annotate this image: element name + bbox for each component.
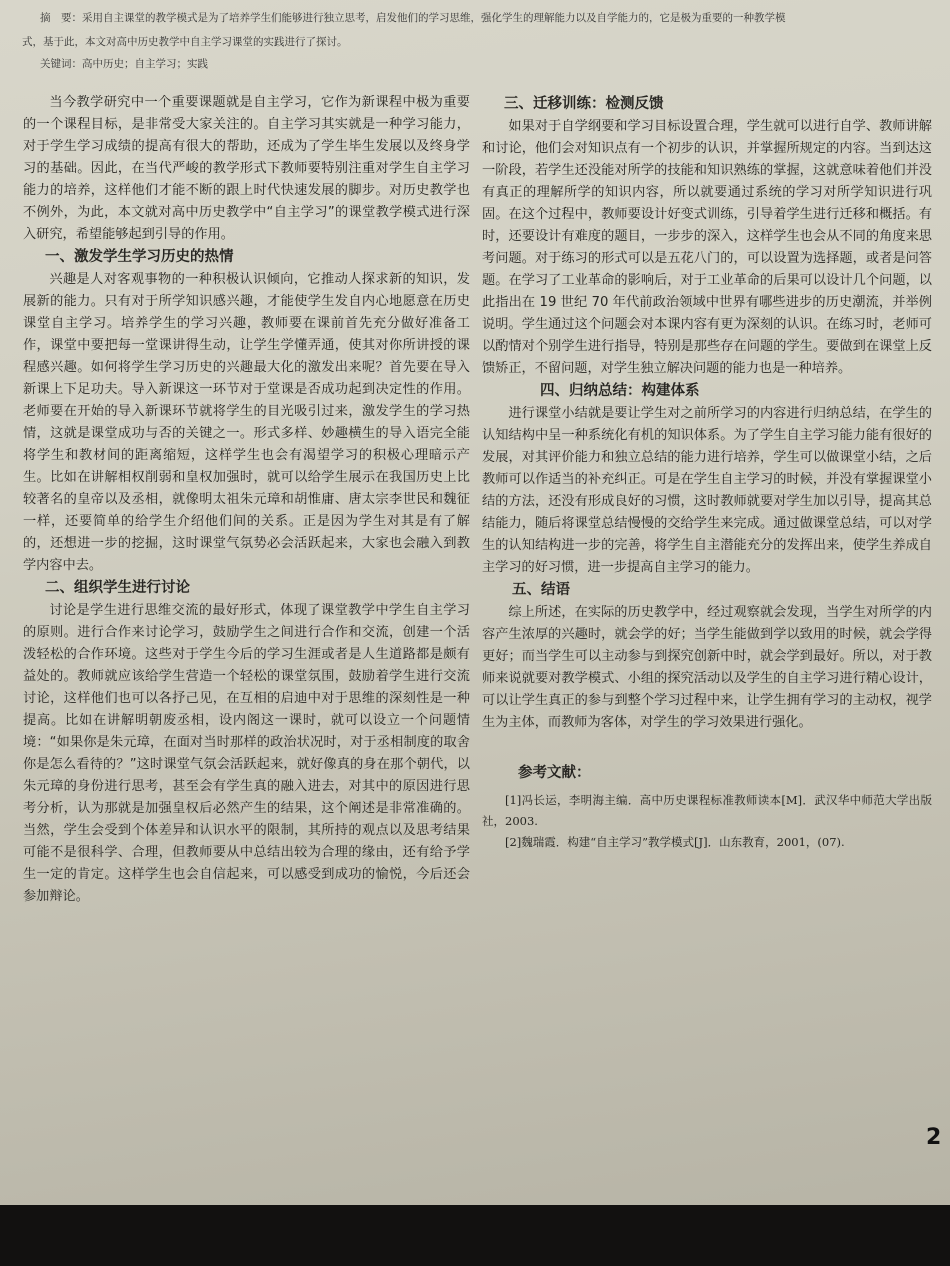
intro-paragraph: 当今教学研究中一个重要课题就是自主学习，它作为新课程中极为重要的一个课程目标，是非常受大家关注的。自主学习其实就是一种学习能力，对于学生学习成绩的提高有很大的帮助，还成为了学生毕生发展以及终身学习的基础。因此，在当代严峻的教学形式下教师要特别注重对学生自主学习能力的培养，这样他们才能不断的跟上时代快速发展的脚步。对历史教学也不例外，为此，本文就对高中历史教学中“自主学习”的课堂教学模式进行深入研究，希望能够起到引导的作用。 — [23, 95, 470, 242]
right-column — [482, 93, 932, 853]
section-4-heading: 四、归纳总结：构建体系 — [540, 383, 700, 399]
keywords: 关键词：高中历史；自主学习；实践 — [40, 58, 208, 70]
section-2-heading: 二、组织学生进行讨论 — [45, 580, 190, 596]
references-heading: 参考文献： — [518, 765, 591, 781]
section-1-heading: 一、激发学生学习历史的热情 — [45, 249, 234, 265]
left-column — [23, 92, 470, 908]
section-5-paragraph: 综上所述，在实际的历史教学中，经过观察就会发现，当学生对所学的内容产生浓厚的兴趣时，就会学的好；当学生能做到学以致用的时候，就会学得更好；而当学生可以主动参与到探究创新中时，就会学到最好。所以，对于教师来说就要对教学模式、小组的探究活动以及学生的自主学习进行精心设计，可以让学生真正的参与到整个学习过程中来，让学生拥有学习的主动权，视学生为主体，而教师为客体，对学生的学习效果进行强化。 — [482, 605, 932, 730]
page-number: 2 — [926, 1125, 942, 1150]
section-2-paragraph: 讨论是学生进行思维交流的最好形式，体现了课堂教学中学生自主学习的原则。进行合作来讨论学习，鼓励学生之间进行合作和交流，创建一个活泼轻松的合作环境。这些对于学生今后的学习生涯或者是人生道路都是颇有益处的。教师就应该给学生营造一个轻松的课堂氛围，鼓励着学生进行交流讨论，这样他们也可以各抒己见，在互相的启迪中对于思维的深刻性是一种提高。比如在讲解明朝废丞相，设内阁这一课时，就可以设立一个问题情境：“如果你是朱元璋，在面对当时那样的政治状况时，对于丞相制度的取舍你是怎么看待的？”这时课堂气氛会活跃起来，就好像真的身在那个朝代，以朱元璋的身份进行思考，甚至会有学生真的融入进去，对其中的原因进行思考分析，认为那就是加强皇权后必然产生的结果，这个阐述是非常准确的。当然，学生会受到个体差异和认识水平的限制，其所持的观点以及思考结果可能不是很科学、合理，但教师要从中总结出较为合理的缘由，还有给予学生一定的肯定。这样学生也会自信起来，可以感受到成功的愉悦，今后还会参加辩论。 — [23, 603, 470, 904]
reference-item: [2]魏瑞霞．构建“自主学习”教学模式[J]．山东教育，2001，(07). — [505, 835, 845, 849]
abstract-line-2: 式，基于此，本文对高中历史教学中自主学习课堂的实践进行了探讨。 — [22, 36, 348, 48]
section-3-heading: 三、迁移训练：检测反馈 — [504, 96, 664, 112]
references — [482, 762, 932, 853]
section-1-paragraph: 兴趣是人对客观事物的一种积极认识倾向，它推动人探求新的知识，发展新的能力。只有对于所学知识感兴趣，才能使学生发自内心地愿意在历史课堂自主学习。培养学生的学习兴趣，教师要在课前首先充分做好准备工作，课堂中要把每一堂课讲得生动，让学生学懂弄通，使其对你所讲授的课程感兴趣。如何将学生学习历史的兴趣最大化的激发出来呢？首先要在导入新课上下足功夫。导入新课这一环节对于堂课是否成功起到决定性的作用。老师要在开始的导入新课环节就将学生的目光吸引过来，激发学生的学习热情，这就是课堂成功与否的关键之一。形式多样、妙趣横生的导入语完全能将学生和教材间的距离缩短，这样学生也会有渴望学习的积极心理暗示产生。比如在讲解相权削弱和皇权加强时，就可以给学生展示在我国历史上比较著名的皇帝以及丞相，就像明太祖朱元璋和胡惟庸、唐太宗李世民和魏征一样，还要简单的给学生介绍他们间的关系。正是因为学生对其是有了解的，还想进一步的挖掘，这时课堂气氛势必会活跃起来，大家也会融入到教学内容中去。 — [23, 272, 470, 573]
section-4-paragraph: 进行课堂小结就是要让学生对之前所学习的内容进行归纳总结，在学生的认知结构中呈一种系统化有机的知识体系。为了学生自主学习能力能有很好的发展，对其评价能力和独立总结的能力进行培养，学生可以做课堂小结，之后教师可以作适当的补充纠正。可是在学生自主学习的时候，并没有掌握课堂小结的方法，还没有形成良好的习惯，这时教师就要对学生加以引导，提高其总结能力，随后将课堂总结慢慢的交给学生来完成。通过做课堂总结，可以对学生的认知结构进一步的完善，将学生自主潜能充分的发挥出来，使学生养成自主学习的好习惯，进一步提高自主学习的能力。 — [482, 406, 932, 575]
section-5-heading: 五、结语 — [512, 582, 570, 598]
abstract-line-1: 摘 要：采用自主课堂的教学模式是为了培养学生们能够进行独立思考，启发他们的学习思维，强化学生的理解能力以及自学能力的，它是极为重要的一种教学模 — [40, 12, 786, 24]
reference-item: [1]冯长运，李明海主编．高中历史课程标准教师读本[M]．武汉华中师范大学出版社，2003. — [482, 793, 932, 828]
background-shadow — [0, 1205, 950, 1266]
section-3-paragraph: 如果对于自学纲要和学习目标设置合理，学生就可以进行自学、教师讲解和讨论，他们会对知识点有一个初步的认识，并掌握所规定的内容。当到达这一阶段，若学生还没能对所学的技能和知识熟练的掌握，这就意味着他们并没有真正的理解所学的知识内容，所以就要通过系统的学习对所学知识进行巩固。在这个过程中，教师要设计好变式训练，引导着学生进行迁移和概括。有时，还要设计有难度的题目，一步步的深入，这样学生也会从不同的角度来思考问题。对于练习的形式可以是五花八门的，可以设置为选择题，或者是问答题。在学习了工业革命的影响后，对于工业革命的后果可以设计几个问题，以此指出在 19 世纪 70 年代前政治领域中世界有哪些进步的历史潮流，并举例说明。学生通过这个问题会对本课内容有更为深刻的认识。在练习时，老师可以酌情对个别学生进行指导，特别是那些存在问题的学生。要做到在课堂上反馈矫正，不留问题，对学生独立解决问题的能力也是一种培养。 — [482, 119, 932, 376]
